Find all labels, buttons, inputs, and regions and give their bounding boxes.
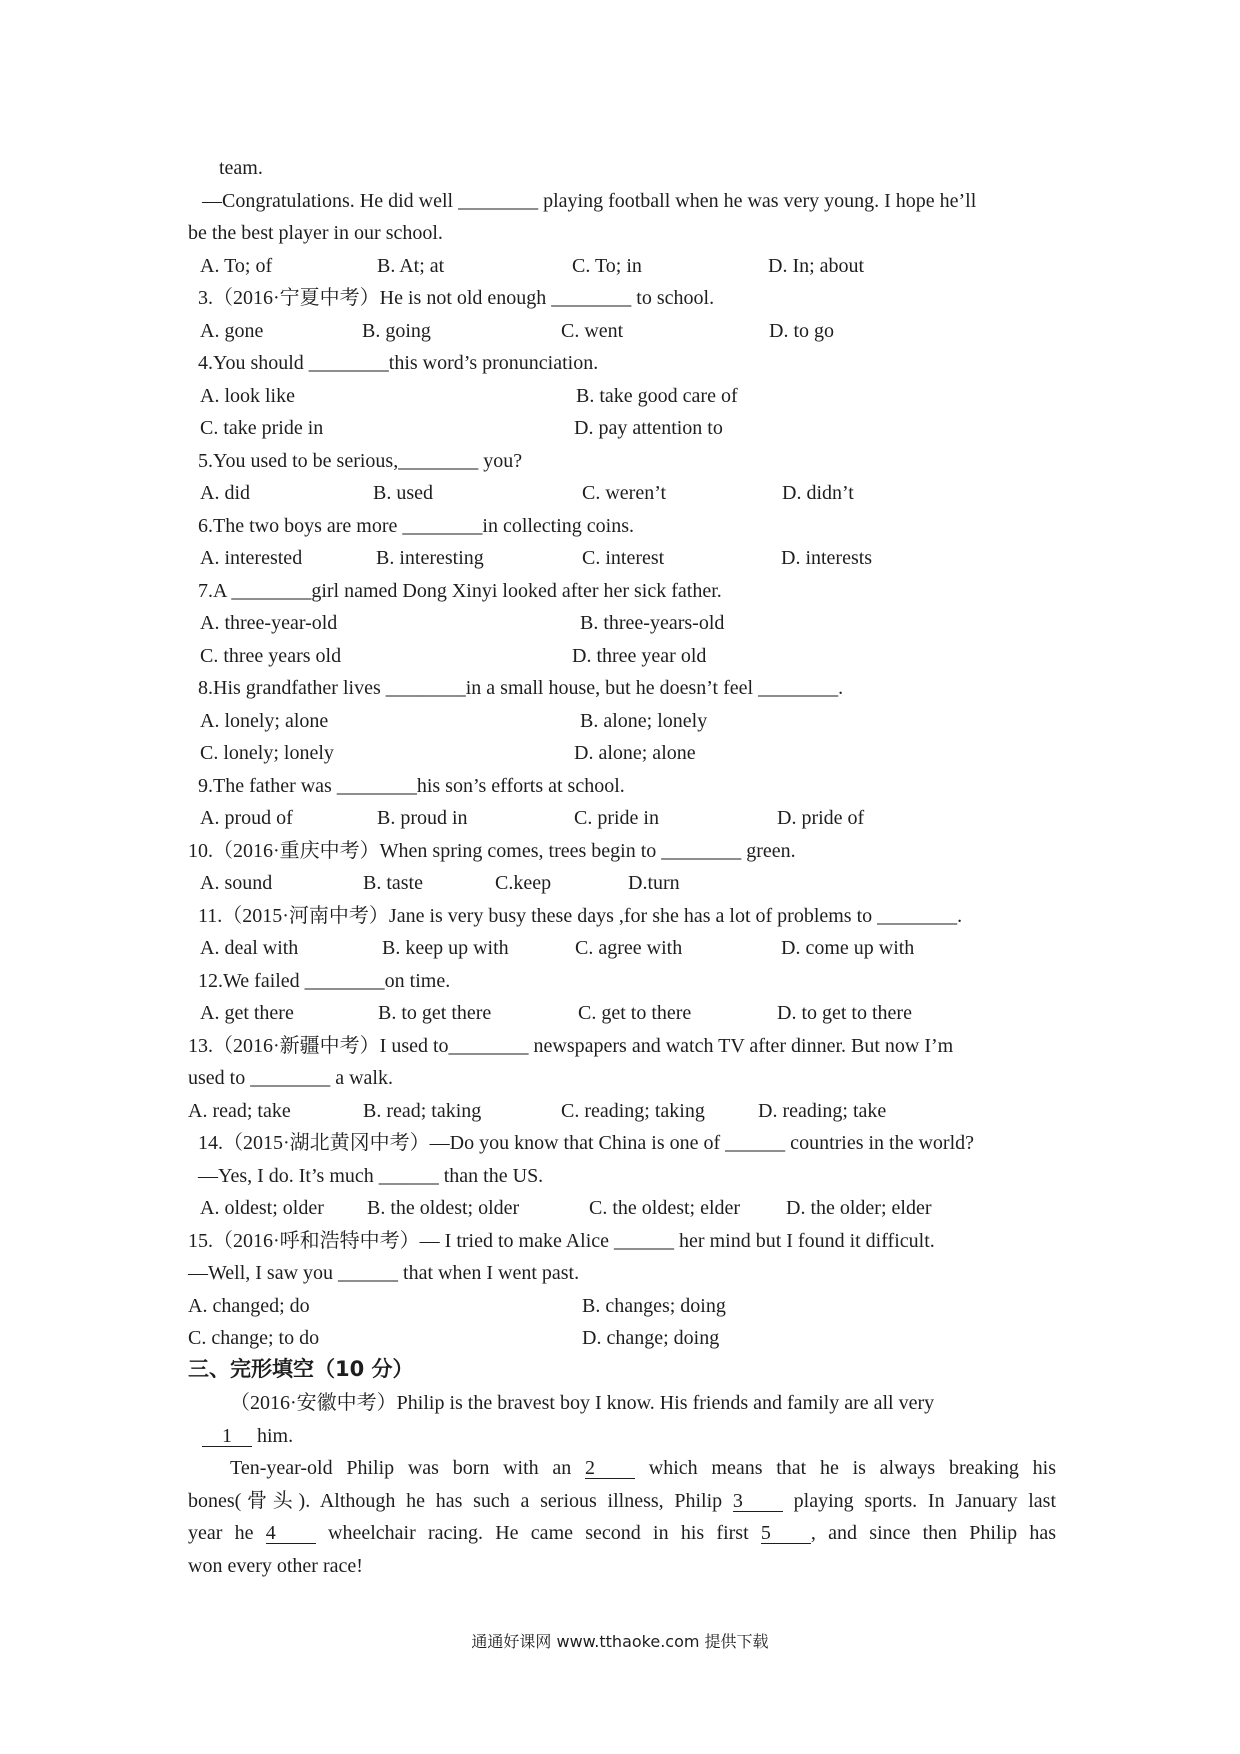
cloze-intro-line	[202, 1424, 293, 1448]
cloze-paragraph-line	[230, 1456, 1056, 1480]
option-c: C. three years old	[200, 645, 342, 667]
option-b: B. changes; doing	[582, 1295, 726, 1317]
cloze-blank-2: 2	[585, 1458, 635, 1479]
option-b: B. going	[362, 320, 431, 342]
option-c: C. interest	[582, 547, 665, 569]
option-c: C. take pride in	[200, 417, 324, 439]
option-c: C. To; in	[572, 255, 642, 277]
cloze-text: playing sports. In January last	[793, 1490, 1057, 1512]
cloze-blank-5: 5	[761, 1523, 811, 1544]
option-a: A. To; of	[200, 255, 273, 277]
option-a: A. get there	[200, 1002, 294, 1024]
question-stem: 8.His grandfather lives ________in a small house, but he doesn’t feel ________.	[198, 677, 844, 699]
cloze-text: year he	[188, 1522, 266, 1544]
question-line: —Congratulations. He did well ________ playing football when he was very young. I hope he’ll	[202, 190, 977, 212]
question-stem: —Yes, I do. It’s much ______ than the US.	[198, 1165, 544, 1187]
option-b: B. used	[373, 482, 433, 504]
option-c: C. reading; taking	[561, 1100, 705, 1122]
option-c: C. agree with	[575, 937, 683, 959]
cloze-text: him.	[252, 1425, 294, 1447]
question-stem: 13.（2016·新疆中考）I used to________ newspapers and watch TV after dinner. But now I’m	[188, 1035, 954, 1057]
cloze-text: Ten-year-old Philip was born with an	[230, 1457, 586, 1479]
option-d: D. alone; alone	[574, 742, 696, 764]
option-d: D. to go	[769, 320, 834, 342]
option-c: C. get to there	[578, 1002, 692, 1024]
option-c: C. went	[561, 320, 624, 342]
option-c: C. change; to do	[188, 1327, 320, 1349]
option-d: D. In; about	[768, 255, 865, 277]
question-stem: 5.You used to be serious,________ you?	[198, 450, 523, 472]
option-b: B. alone; lonely	[580, 710, 708, 732]
question-stem: —Well, I saw you ______ that when I went past.	[188, 1262, 580, 1284]
question-line: team.	[219, 157, 263, 179]
option-d: D. interests	[781, 547, 873, 569]
question-stem: 9.The father was ________his son’s efforts at school.	[198, 775, 625, 797]
page-footer: 通通好课网 www.tthaoke.com 提供下载	[471, 1632, 769, 1651]
question-stem: 15.（2016·呼和浩特中考）— I tried to make Alice ______ her mind but I found it difficult.	[188, 1230, 935, 1252]
question-stem: 11.（2015·河南中考）Jane is very busy these days ,for she has a lot of problems to ________.	[198, 905, 963, 927]
option-a: A. oldest; older	[200, 1197, 324, 1219]
option-d: D. reading; take	[758, 1100, 887, 1122]
option-d: D. the older; elder	[786, 1197, 932, 1219]
cloze-paragraph-line	[188, 1521, 1056, 1545]
option-b: B. to get there	[378, 1002, 492, 1024]
cloze-blank-1: 1	[202, 1426, 252, 1447]
option-b: B. read; taking	[363, 1100, 482, 1122]
option-c: C. weren’t	[582, 482, 667, 504]
cloze-paragraph-line: won every other race!	[188, 1555, 363, 1577]
option-d: D. change; doing	[582, 1327, 720, 1349]
option-d: D.turn	[628, 872, 680, 894]
option-a: A. deal with	[200, 937, 299, 959]
option-b: B. proud in	[377, 807, 468, 829]
question-stem: 3.（2016·宁夏中考）He is not old enough ________ to school.	[198, 287, 715, 309]
question-stem: 4.You should ________this word’s pronunciation.	[198, 352, 599, 374]
option-b: B. the oldest; older	[367, 1197, 520, 1219]
section-heading: 三、完形填空（10 分）	[188, 1357, 414, 1381]
cloze-paragraph-line	[188, 1489, 1056, 1513]
option-d: D. three year old	[572, 645, 707, 667]
option-a: A. interested	[200, 547, 303, 569]
cloze-blank-3: 3	[733, 1491, 783, 1512]
cloze-text: bones(骨头). Although he has such a serious illness, Philip	[188, 1490, 733, 1512]
option-d: D. to get to there	[777, 1002, 912, 1024]
question-stem: 7.A ________girl named Dong Xinyi looked after her sick father.	[198, 580, 722, 602]
option-d: D. didn’t	[782, 482, 854, 504]
option-c: C. pride in	[574, 807, 659, 829]
option-b: B. interesting	[376, 547, 484, 569]
cloze-intro-line: （2016·安徽中考）Philip is the bravest boy I know. His friends and family are all very	[230, 1392, 935, 1414]
option-c: C. the oldest; elder	[589, 1197, 741, 1219]
option-b: B. taste	[363, 872, 423, 894]
option-a: A. did	[200, 482, 250, 504]
option-a: A. read; take	[188, 1100, 291, 1122]
cloze-text: which means that he is always breaking his	[648, 1457, 1057, 1479]
option-a: A. gone	[200, 320, 264, 342]
question-stem: 6.The two boys are more ________in collecting coins.	[198, 515, 635, 537]
option-c: C. lonely; lonely	[200, 742, 334, 764]
option-d: D. come up with	[781, 937, 915, 959]
option-b: B. At; at	[377, 255, 445, 277]
question-stem: 14.（2015·湖北黄冈中考）—Do you know that China is one of ______ countries in the world?	[198, 1132, 975, 1154]
option-d: D. pay attention to	[574, 417, 723, 439]
cloze-blank-4: 4	[266, 1523, 316, 1544]
question-line: be the best player in our school.	[188, 222, 443, 244]
question-stem: 10.（2016·重庆中考）When spring comes, trees begin to ________ green.	[188, 840, 796, 862]
question-stem: 12.We failed ________on time.	[198, 970, 451, 992]
option-a: A. sound	[200, 872, 273, 894]
option-a: A. three-year-old	[200, 612, 338, 634]
option-d: D. pride of	[777, 807, 865, 829]
option-b: B. take good care of	[576, 385, 738, 407]
option-b: B. three-years-old	[580, 612, 725, 634]
option-c: C.keep	[495, 872, 552, 894]
option-a: A. proud of	[200, 807, 293, 829]
option-b: B. keep up with	[382, 937, 509, 959]
option-a: A. look like	[200, 385, 295, 407]
cloze-text: wheelchair racing. He came second in his first	[328, 1522, 761, 1544]
cloze-text: , and since then Philip has	[810, 1522, 1057, 1544]
option-a: A. lonely; alone	[200, 710, 329, 732]
option-a: A. changed; do	[188, 1295, 310, 1317]
question-stem: used to ________ a walk.	[188, 1067, 393, 1089]
